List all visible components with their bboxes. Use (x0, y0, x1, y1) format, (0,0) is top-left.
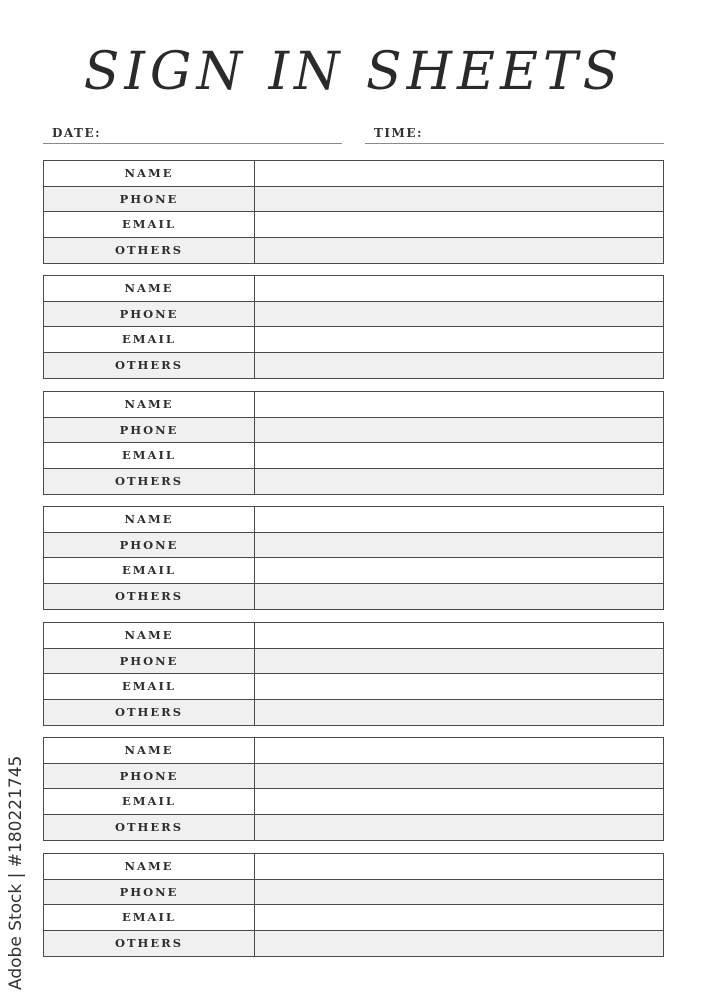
time-label: TIME: (374, 126, 423, 140)
name-row (44, 507, 663, 533)
others-row (44, 469, 663, 495)
others-field[interactable] (255, 584, 663, 610)
name-label: NAME (44, 623, 255, 648)
phone-row (44, 649, 663, 675)
phone-row (44, 533, 663, 559)
name-label: NAME (44, 392, 255, 417)
email-field[interactable] (255, 558, 663, 583)
email-row (44, 327, 663, 353)
phone-label: PHONE (44, 764, 255, 789)
email-row (44, 905, 663, 931)
name-label: NAME (44, 161, 255, 186)
others-field[interactable] (255, 931, 663, 957)
name-row (44, 392, 663, 418)
entry-block-1 (43, 160, 664, 264)
name-label: NAME (44, 276, 255, 301)
email-row (44, 558, 663, 584)
name-field[interactable] (255, 392, 663, 417)
phone-label: PHONE (44, 649, 255, 674)
email-row (44, 443, 663, 469)
others-field[interactable] (255, 815, 663, 841)
others-label: OTHERS (44, 238, 255, 264)
email-row (44, 674, 663, 700)
phone-field[interactable] (255, 418, 663, 443)
phone-field[interactable] (255, 187, 663, 212)
name-field[interactable] (255, 854, 663, 879)
entry-block-2 (43, 275, 664, 379)
others-field[interactable] (255, 469, 663, 495)
entry-block-4 (43, 506, 664, 610)
email-label: EMAIL (44, 674, 255, 699)
name-label: NAME (44, 507, 255, 532)
entry-block-6 (43, 737, 664, 841)
name-row (44, 276, 663, 302)
others-field[interactable] (255, 353, 663, 379)
watermark-text: Adobe Stock | #180221745 (6, 755, 26, 990)
phone-row (44, 764, 663, 790)
name-field[interactable] (255, 276, 663, 301)
others-row (44, 931, 663, 957)
name-label: NAME (44, 854, 255, 879)
others-field[interactable] (255, 700, 663, 726)
others-field[interactable] (255, 238, 663, 264)
email-field[interactable] (255, 443, 663, 468)
phone-label: PHONE (44, 302, 255, 327)
date-field[interactable] (43, 126, 342, 144)
others-label: OTHERS (44, 815, 255, 841)
time-field[interactable] (365, 126, 664, 144)
others-row (44, 238, 663, 264)
phone-row (44, 418, 663, 444)
page-title: SIGN IN SHEETS (83, 42, 624, 102)
others-label: OTHERS (44, 584, 255, 610)
others-row (44, 700, 663, 726)
phone-row (44, 187, 663, 213)
date-label: DATE: (52, 126, 102, 140)
email-label: EMAIL (44, 905, 255, 930)
others-row (44, 815, 663, 841)
phone-label: PHONE (44, 418, 255, 443)
others-label: OTHERS (44, 353, 255, 379)
phone-field[interactable] (255, 880, 663, 905)
entry-block-7 (43, 853, 664, 957)
name-field[interactable] (255, 507, 663, 532)
phone-field[interactable] (255, 533, 663, 558)
watermark (2, 755, 30, 990)
phone-row (44, 302, 663, 328)
name-field[interactable] (255, 623, 663, 648)
phone-label: PHONE (44, 880, 255, 905)
email-row (44, 789, 663, 815)
email-label: EMAIL (44, 327, 255, 352)
entry-block-3 (43, 391, 664, 495)
name-row (44, 623, 663, 649)
phone-field[interactable] (255, 764, 663, 789)
email-field[interactable] (255, 674, 663, 699)
email-label: EMAIL (44, 212, 255, 237)
email-field[interactable] (255, 327, 663, 352)
entry-block-5 (43, 622, 664, 726)
name-label: NAME (44, 738, 255, 763)
name-field[interactable] (255, 738, 663, 763)
phone-label: PHONE (44, 533, 255, 558)
email-label: EMAIL (44, 789, 255, 814)
email-label: EMAIL (44, 443, 255, 468)
email-field[interactable] (255, 212, 663, 237)
others-label: OTHERS (44, 700, 255, 726)
name-row (44, 161, 663, 187)
phone-field[interactable] (255, 649, 663, 674)
others-row (44, 584, 663, 610)
others-row (44, 353, 663, 379)
phone-label: PHONE (44, 187, 255, 212)
email-field[interactable] (255, 789, 663, 814)
phone-row (44, 880, 663, 906)
email-field[interactable] (255, 905, 663, 930)
name-row (44, 854, 663, 880)
others-label: OTHERS (44, 931, 255, 957)
name-field[interactable] (255, 161, 663, 186)
email-row (44, 212, 663, 238)
name-row (44, 738, 663, 764)
phone-field[interactable] (255, 302, 663, 327)
email-label: EMAIL (44, 558, 255, 583)
others-label: OTHERS (44, 469, 255, 495)
